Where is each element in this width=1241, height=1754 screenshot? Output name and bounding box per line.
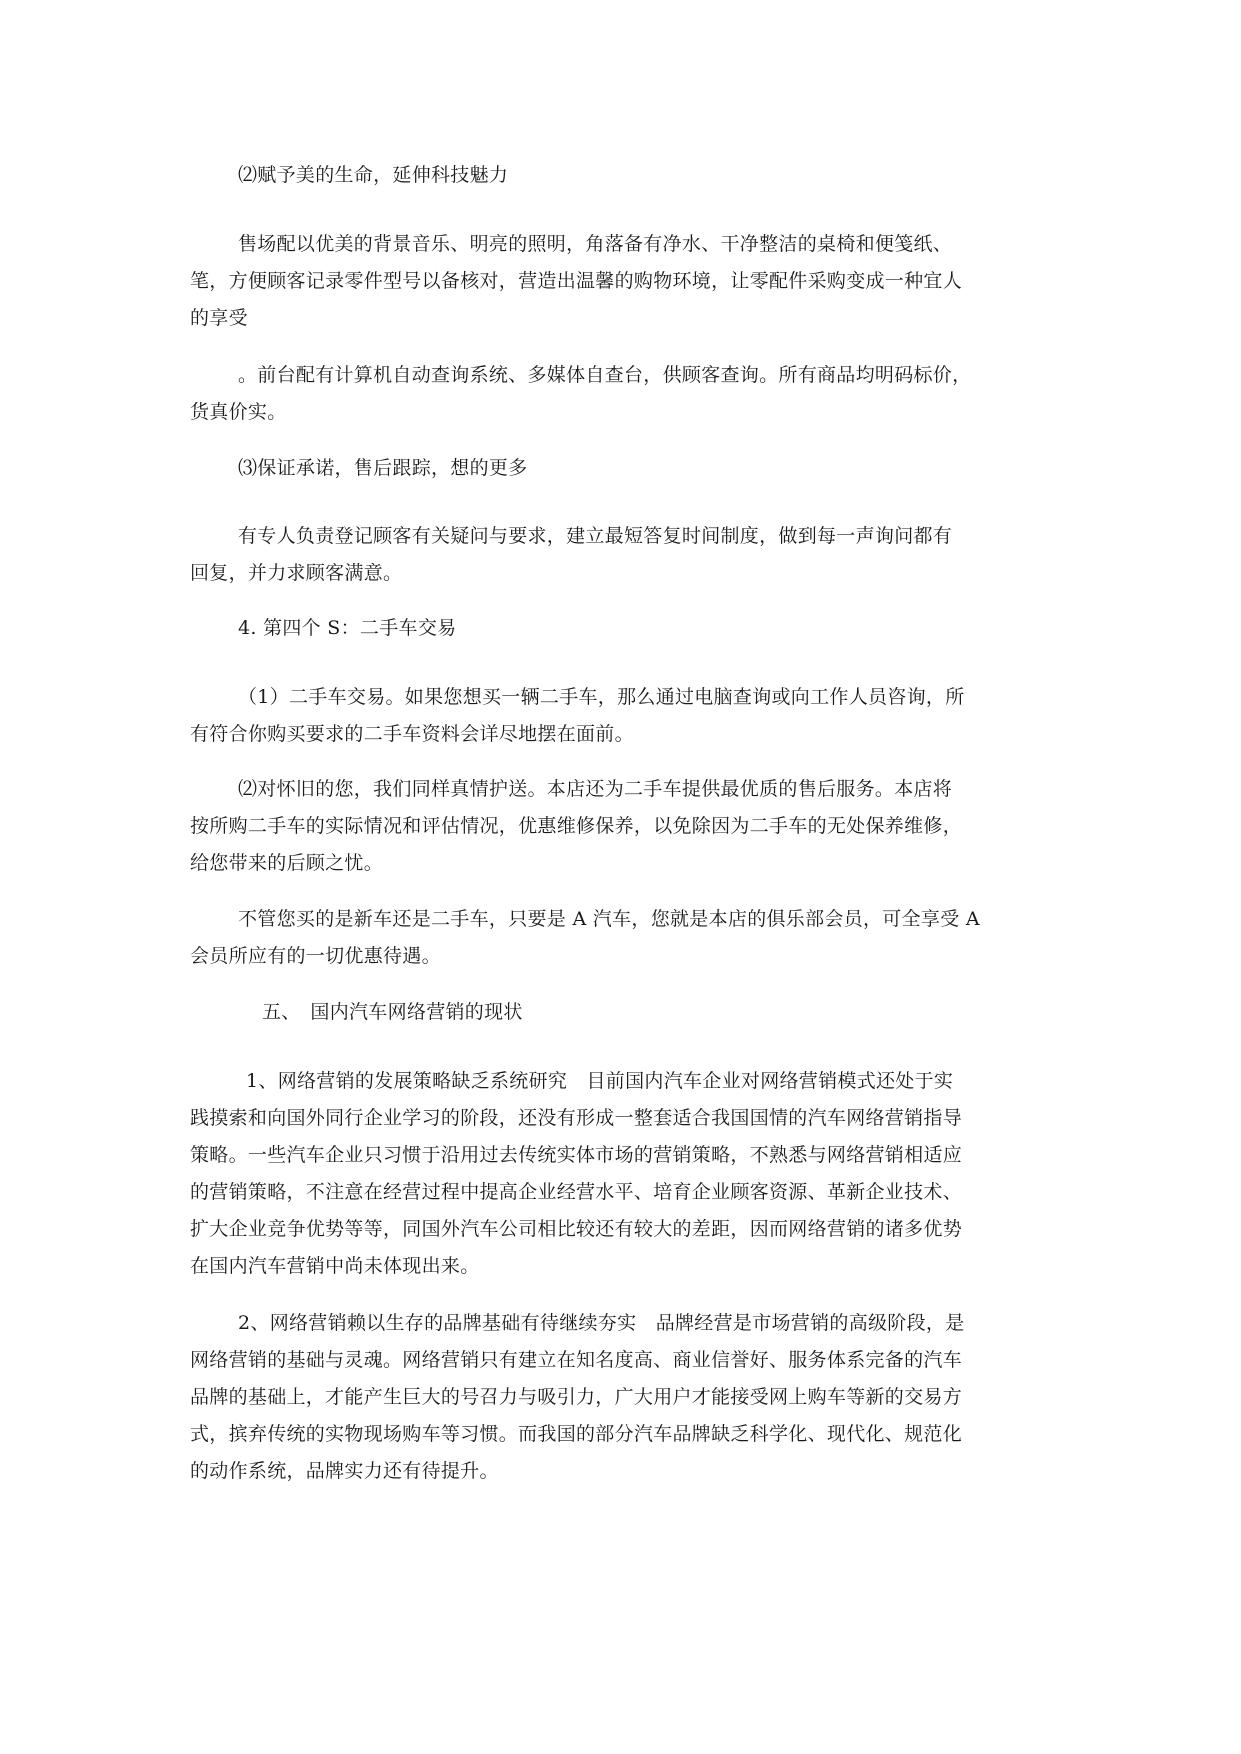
text-line: 的享受 <box>190 307 248 329</box>
paragraph-1 <box>190 157 1050 194</box>
text-line: 践摸索和向国外同行企业学习的阶段，还没有形成一整套适合我国国情的汽车网络营销指导 <box>190 1107 963 1129</box>
paragraph-4 <box>190 450 1050 487</box>
section-heading <box>190 994 1050 1031</box>
paragraph-8 <box>190 771 1050 882</box>
text-line: 会员所应有的一切优惠待遇。 <box>190 945 441 967</box>
heading-text: 五、 国内汽车网络营销的现状 <box>262 1001 523 1023</box>
text-line: 1、网络营销的发展策略缺乏系统研究 目前国内汽车企业对网络营销模式还处于实 <box>246 1070 954 1092</box>
text-line: 的营销策略，不注意在经营过程中提高企业经营水平、培育企业顾客资源、革新企业技术、 <box>190 1181 963 1203</box>
paragraph-3 <box>190 357 1050 431</box>
paragraph-6 <box>190 610 1050 647</box>
text-line: 4. 第四个 S：二手车交易 <box>238 617 457 639</box>
text-line: 售场配以优美的背景音乐、明亮的照明，角落备有净水、干净整洁的桌椅和便笺纸、 <box>238 233 953 255</box>
text-line: 按所购二手车的实际情况和评估情况，优惠维修保养，以免除因为二手车的无处保养维修， <box>190 815 963 837</box>
paragraph-2 <box>190 226 1050 337</box>
text-line: 不管您买的是新车还是二手车，只要是 A 汽车，您就是本店的俱乐部会员，可全享受 A <box>238 908 980 930</box>
text-line: 货真价实。 <box>190 401 287 423</box>
text-line: 网络营销的基础与灵魂。网络营销只有建立在知名度高、商业信誉好、服务体系完备的汽车 <box>190 1349 963 1371</box>
text-line: 品牌的基础上，才能产生巨大的号召力与吸引力，广大用户才能接受网上购车等新的交易方 <box>190 1386 963 1408</box>
text-line: 扩大企业竞争优势等等，同国外汽车公司相比较还有较大的差距，因而网络营销的诸多优势 <box>190 1218 963 1240</box>
text-line: ⑵对怀旧的您，我们同样真情护送。本店还为二手车提供最优质的售后服务。本店将 <box>238 778 953 800</box>
text-line: 有专人负责登记顾客有关疑问与要求，建立最短答复时间制度，做到每一声询问都有 <box>238 525 953 547</box>
paragraph-11 <box>190 1063 1050 1285</box>
text-line: 在国内汽车营销中尚未体现出来。 <box>190 1255 480 1277</box>
text-line: ⑵赋予美的生命，延伸科技魅力 <box>238 164 509 186</box>
text-line: 的动作系统，品牌实力还有待提升。 <box>190 1460 499 1482</box>
text-line: 2、网络营销赖以生存的品牌基础有待继续夯实 品牌经营是市场营销的高级阶段，是 <box>238 1312 965 1334</box>
paragraph-12 <box>190 1305 1050 1490</box>
paragraph-5 <box>190 518 1050 592</box>
text-line: 。前台配有计算机自动查询系统、多媒体自查台，供顾客查询。所有商品均明码标价， <box>238 364 972 386</box>
text-line: 给您带来的后顾之忧。 <box>190 852 384 874</box>
text-line: ⑶保证承诺，售后跟踪，想的更多 <box>238 457 528 479</box>
text-line: 式，摈弃传统的实物现场购车等习惯。而我国的部分汽车品牌缺乏科学化、现代化、规范化 <box>190 1423 963 1445</box>
text-line: （1）二手车交易。如果您想买一辆二手车，那么通过电脑查询或向工作人员咨询，所 <box>238 686 965 708</box>
text-line: 有符合你购买要求的二手车资料会详尽地摆在面前。 <box>190 723 634 745</box>
text-line: 策略。一些汽车企业只习惯于沿用过去传统实体市场的营销策略，不熟悉与网络营销相适应 <box>190 1144 963 1166</box>
paragraph-7 <box>190 679 1050 753</box>
paragraph-9 <box>190 901 1050 975</box>
text-line: 回复，并力求顾客满意。 <box>190 562 403 584</box>
text-line: 笔，方便顾客记录零件型号以备核对，营造出温馨的购物环境，让零配件采购变成一种宜人 <box>190 270 963 292</box>
